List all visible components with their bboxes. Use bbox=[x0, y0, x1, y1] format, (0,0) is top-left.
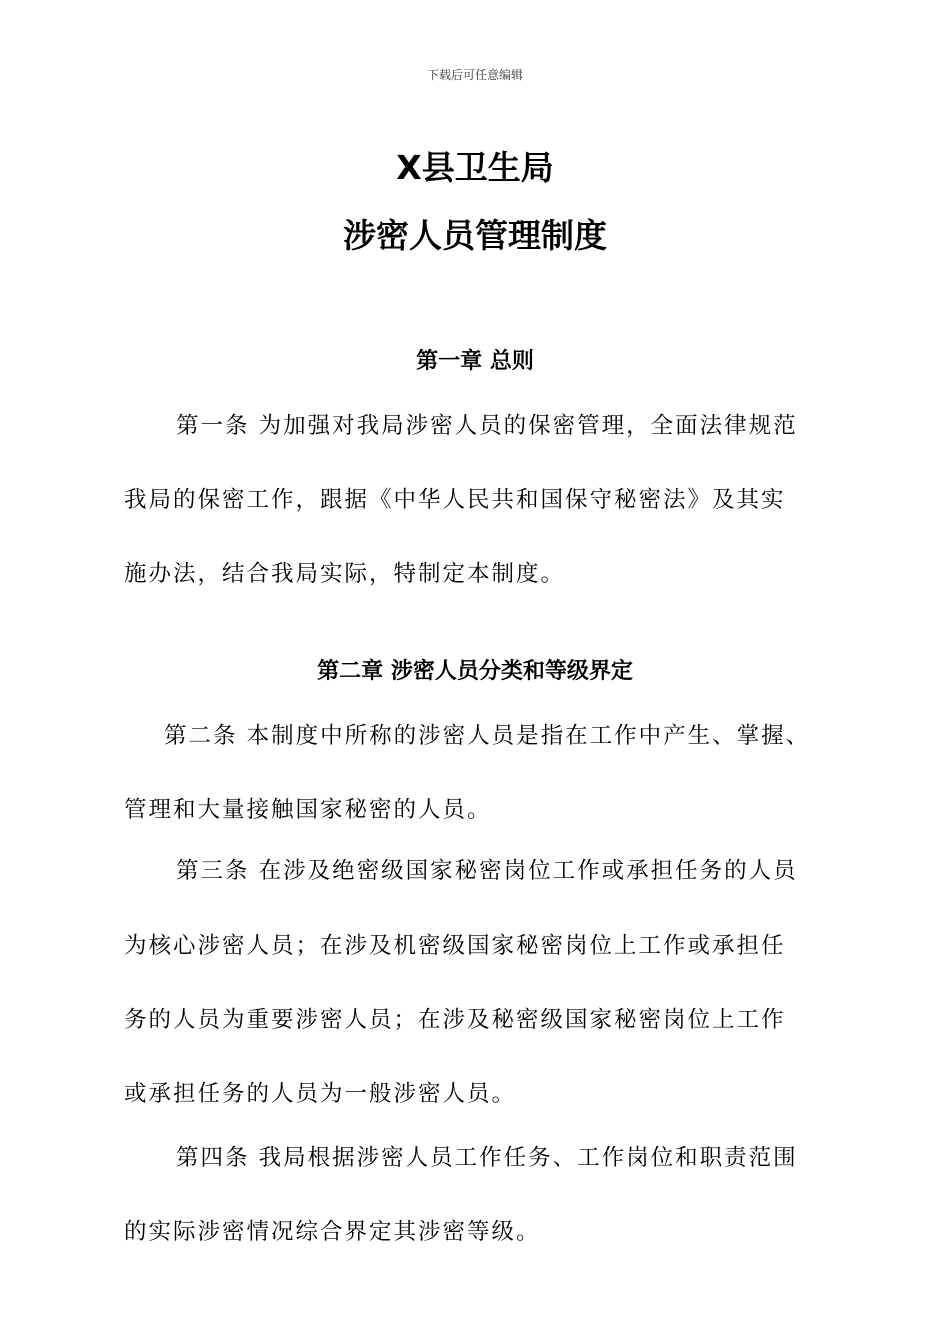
article-2-line-2: 管理和大量接触国家秘密的人员。 bbox=[124, 797, 492, 823]
article-1-line-2: 我局的保密工作，跟据《中华人民共和国保守秘密法》及其实 bbox=[124, 487, 786, 513]
document-title-line2: 涉密人员管理制度 bbox=[343, 216, 607, 255]
chapter-heading-1: 第一章 总则 bbox=[416, 349, 534, 374]
article-4-line-2: 的实际涉密情况综合界定其涉密等级。 bbox=[124, 1219, 541, 1245]
chapter-heading-2: 第二章 涉密人员分类和等级界定 bbox=[317, 659, 633, 684]
article-1-line-1: 第一条 为加强对我局涉密人员的保密管理，全面法律规范 bbox=[176, 413, 798, 439]
article-1-line-3: 施办法，结合我局实际，特制定本制度。 bbox=[124, 561, 566, 587]
document-title-line1: X县卫生局 bbox=[396, 148, 554, 187]
article-3-line-4: 或承担任务的人员为一般涉密人员。 bbox=[124, 1081, 517, 1107]
article-2-line-1: 第二条 本制度中所称的涉密人员是指在工作中产生、掌握、 bbox=[164, 723, 811, 749]
header-note: 下载后可任意编辑 bbox=[426, 68, 523, 82]
article-4-line-1: 第四条 我局根据涉密人员工作任务、工作岗位和职责范围 bbox=[176, 1145, 798, 1171]
article-3-line-1: 第三条 在涉及绝密级国家秘密岗位工作或承担任务的人员 bbox=[176, 858, 798, 884]
article-3-line-2: 为核心涉密人员；在涉及机密级国家秘密岗位上工作或承担任 bbox=[124, 933, 786, 959]
article-3-line-3: 务的人员为重要涉密人员；在涉及秘密级国家秘密岗位上工作 bbox=[124, 1007, 786, 1033]
